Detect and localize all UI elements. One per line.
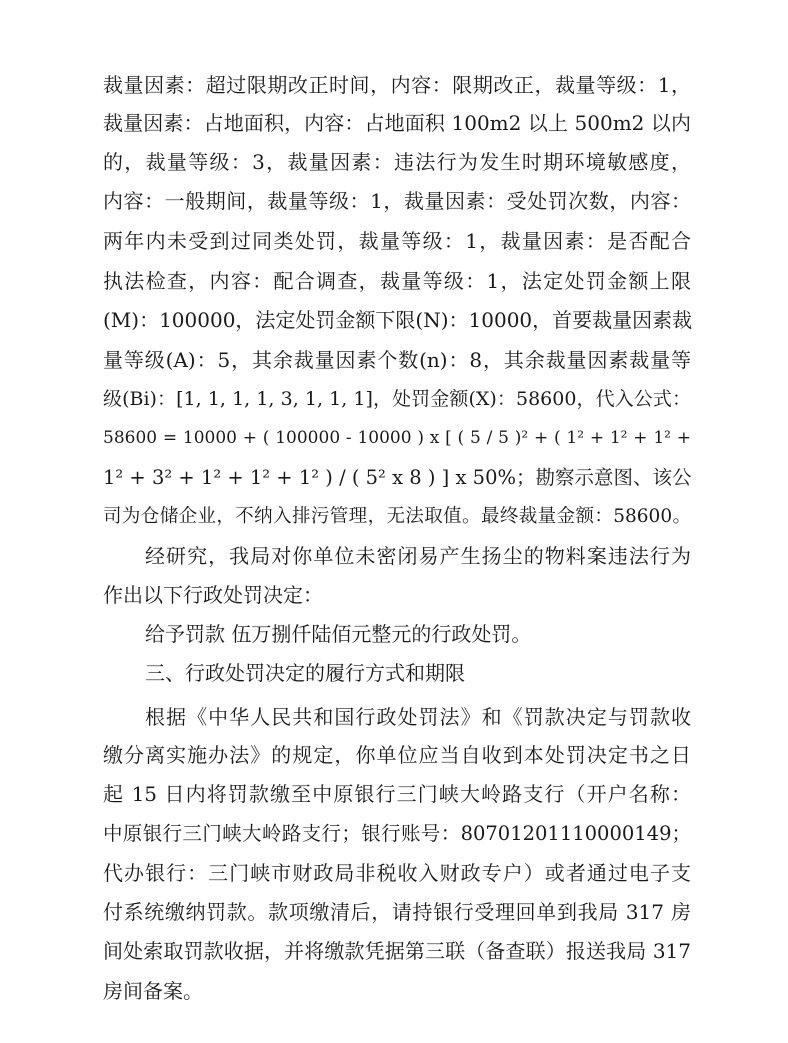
text-line: 裁量因素：占地面积，内容：占地面积 100m2 以上 500m2 以内 — [103, 111, 691, 135]
text-line: 中原银行三门峡大岭路支行；银行账号：80701201110000149； — [103, 822, 691, 845]
text-line: 代办银行：三门峡市财政局非税收入财政专户）或者通过电子支 — [103, 861, 691, 885]
text-line: 司为仓储企业，不纳入排污管理，无法取值。最终裁量金额：58600。 — [103, 506, 691, 527]
text-line: 执法检查，内容：配合调查，裁量等级：1，法定处罚金额上限 — [103, 269, 691, 293]
text-line: 付系统缴纳罚款。款项缴清后，请持银行受理回单到我局 317 房 — [103, 900, 691, 924]
text-line: 房间备案。 — [103, 979, 203, 1003]
text-line: 起 15 日内将罚款缴至中原银行三门峡大岭路支行（开户名称： — [103, 782, 691, 806]
paragraph-first-line: 经研究，我局对你单位未密闭易产生扬尘的物料案违法行为 — [145, 544, 691, 568]
text-line: 两年内未受到过同类处罚，裁量等级：1，裁量因素：是否配合 — [103, 229, 691, 253]
paragraph-first-line: 根据《中华人民共和国行政处罚法》和《罚款决定与罚款收 — [145, 705, 691, 729]
text-line: 作出以下行政处罚决定： — [103, 583, 323, 607]
text-line: 缴分离实施办法》的规定，你单位应当自收到本处罚决定书之日 — [103, 743, 691, 767]
formula-line: 1² + 3² + 1² + 1² + 1² ) / ( 5² x 8 ) ] x 50%；勘察示意图、该公 — [103, 466, 692, 489]
text-line: 内容：一般期间，裁量等级：1，裁量因素：受处罚次数，内容： — [103, 189, 691, 213]
penalty-decision: 给予罚款 伍万捌仟陆佰元整元的行政处罚。 — [145, 622, 532, 646]
text-line: (M)：100000，法定处罚金额下限(N)：10000，首要裁量因素裁 — [103, 308, 693, 332]
text-line: 间处索取罚款收据，并将缴款凭据第三联（备查联）报送我局 317 — [103, 939, 691, 963]
text-line: 裁量因素：超过限期改正时间，内容：限期改正，裁量等级：1， — [103, 73, 691, 97]
text-line: 的，裁量等级：3，裁量因素：违法行为发生时期环境敏感度， — [103, 150, 691, 174]
formula-line: 58600 = 10000 + ( 100000 - 10000 ) x [ ( 5 / 5 )² + ( 1² + 1² + 1² + — [103, 428, 691, 448]
section-heading: 三、行政处罚决定的履行方式和期限 — [145, 661, 465, 685]
text-line: 量等级(A)：5，其余裁量因素个数(n)：8，其余裁量因素裁量等 — [103, 348, 691, 372]
text-line: 级(Bi)：[1, 1, 1, 1, 3, 1, 1, 1]，处罚金额(X)：58600，代入公式： — [103, 388, 691, 410]
